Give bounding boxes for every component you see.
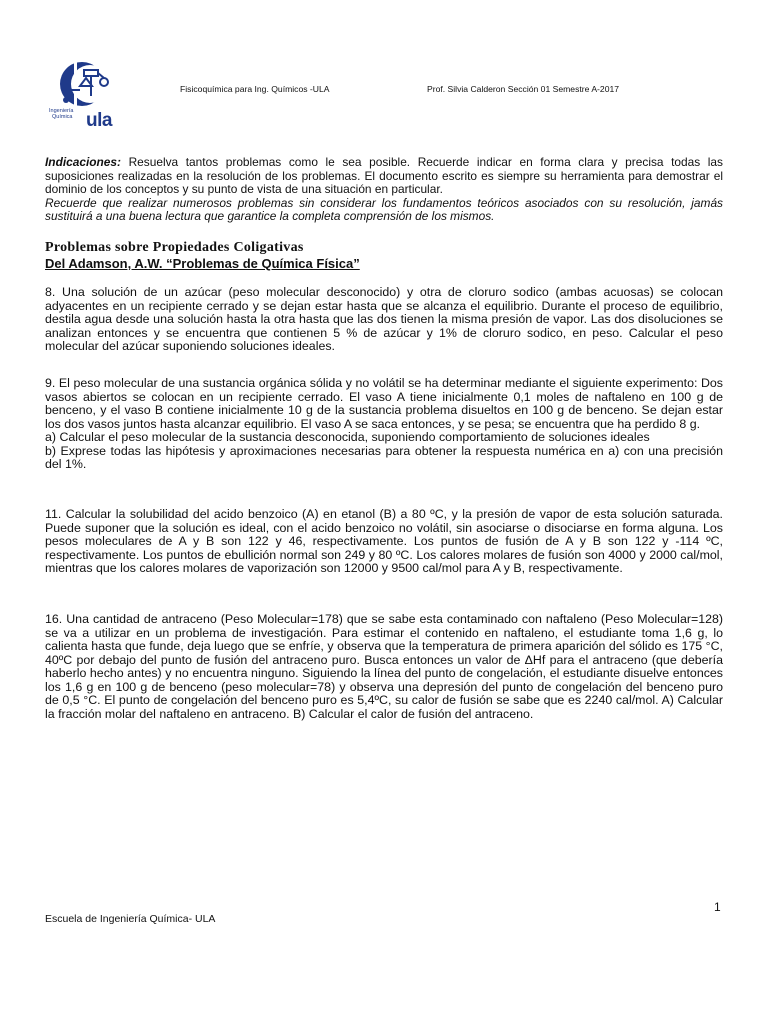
logo-text-line1: Ingeniería	[49, 108, 74, 114]
instructions-label: Indicaciones:	[45, 155, 121, 169]
problem-8-text: 8. Una solución de un azúcar (peso molecular desconocido) y otra de cloruro sodico (ambas acuosas) se colocan adyacentes en un recipiente cerrado y se dejan estar hasta que se alcanza el equilibrio. Durante el proceso de equilibrio, destila agua desde una solución hasta la otra hasta que las dos tienen la misma presión de vapor. Las dos disoluciones se analizan entonces y se encuentra que contienen 5 % de azúcar y 1% de cloruro sodico, en peso. Calcular el peso molecular del azúcar suponiendo soluciones ideales.	[45, 285, 723, 353]
flask-logo-icon	[44, 56, 124, 112]
problem-16	[45, 613, 723, 721]
problem-9	[45, 377, 723, 472]
ingenieria-quimica-logo	[44, 56, 124, 140]
header-professor: Prof. Silvia Calderon Sección 01 Semestre A-2017	[427, 84, 620, 94]
logo-text-line2: Química	[52, 114, 73, 120]
instructions	[45, 156, 723, 224]
section-title: Problemas sobre Propiedades Coligativas	[45, 240, 304, 255]
page-number: 1	[714, 900, 721, 914]
instructions-body: Resuelva tantos problemas como le sea posible. Recuerde indicar en forma clara y precisa todas las suposiciones realizadas en la resolución de los problemas. El documento escrito es siempre su herramienta para demostrar el dominio de los conceptos y su punto de vista de una situación en particular.	[45, 155, 723, 197]
logo-text	[49, 108, 73, 120]
footer-text: Escuela de Ingeniería Química- ULA	[45, 913, 216, 925]
problem-9-text: 9. El peso molecular de una sustancia orgánica sólida y no volátil se ha determinar mediante el siguiente experimento: Dos vasos abiertos se colocan en un recipiente cerrado. El vaso A tiene inicialmente 0,1 moles de naftaleno en 100 g de benceno, y el vaso B contiene inicialmente 10 g de la sustancia problema disueltos en 100 g de benceno. Se dejan estar los dos vasos juntos hasta alcanzar equilibrio. El vaso A se saca entonces, y se pesa; se encuentra que ha perdido 8 g.	[45, 376, 723, 431]
problem-11-text: 11. Calcular la solubilidad del acido benzoico (A) en etanol (B) a 80 ºC, y la presión de vapor de esta solución saturada. Puede suponer que la solución es ideal, con el acido benzoico no volátil, sin asociarse o disociarse en forma alguna. Los pesos moleculares de A y B son 122 y 46, respectivamente. Los puntos de fusión de A y B son 122 y -114 ºC, respectivamente. Los puntos de ebullición normal son 249 y 80 ºC. Los calores molares de fusión son 4000 y 2000 cal/mol, mientras que los calores molares de vaporización son 12000 y 9500 cal/mol para A y B, respectivamente.	[45, 507, 723, 575]
problem-16-text: 16. Una cantidad de antraceno (Peso Molecular=178) que se sabe esta contaminado con naftaleno (Peso Molecular=128) se va a utilizar en un problema de investigación. Para estimar el contenido en naftaleno, el estudiante toma 1,6 g, lo calienta hasta que funde, deja luego que se enfríe, y observa que la temperatura de primera aparición del sólido es 175 °C, 40ºC por debajo del punto de fusión del antraceno puro. Busca entonces un valor de ΔHf para el antraceno (que debería haberlo hecho antes) y no encuentra ninguno. Siguiendo la línea del punto de congelación, el estudiante disuelve entonces los 1,6 g en 100 g de benceno (peso molecular=78) y observa una depresión del punto de congelación del benceno puro de 0,5 °C. El punto de congelación del benceno puro es 5,4ºC, su calor de fusión se sabe que es 2240 cal/mol. A) Calcular la fracción molar del naftaleno en antraceno. B) Calcular el calor de fusión del antraceno.	[45, 612, 723, 721]
instructions-note: Recuerde que realizar numerosos problemas sin considerar los fundamentos teóricos asociados con su resolución, jamás sustituirá a una buena lectura que garantice la completa comprensión de los mismos.	[45, 195, 723, 224]
section-subtitle: Del Adamson, A.W. “Problemas de Química Física”	[45, 256, 360, 271]
problem-8	[45, 286, 723, 354]
problem-9-part-b: b) Exprese todas las hipótesis y aproximaciones necesarias para obtener la respuesta numérica en a) con una precisión del 1%.	[45, 443, 723, 471]
problem-9-part-a: a) Calcular el peso molecular de la sustancia desconocida, suponiendo comportamiento de soluciones ideales	[45, 430, 650, 444]
header-course: Fisicoquímica para Ing. Químicos -ULA	[180, 84, 330, 94]
problem-11	[45, 508, 723, 576]
logo-ula: ula	[86, 110, 112, 131]
